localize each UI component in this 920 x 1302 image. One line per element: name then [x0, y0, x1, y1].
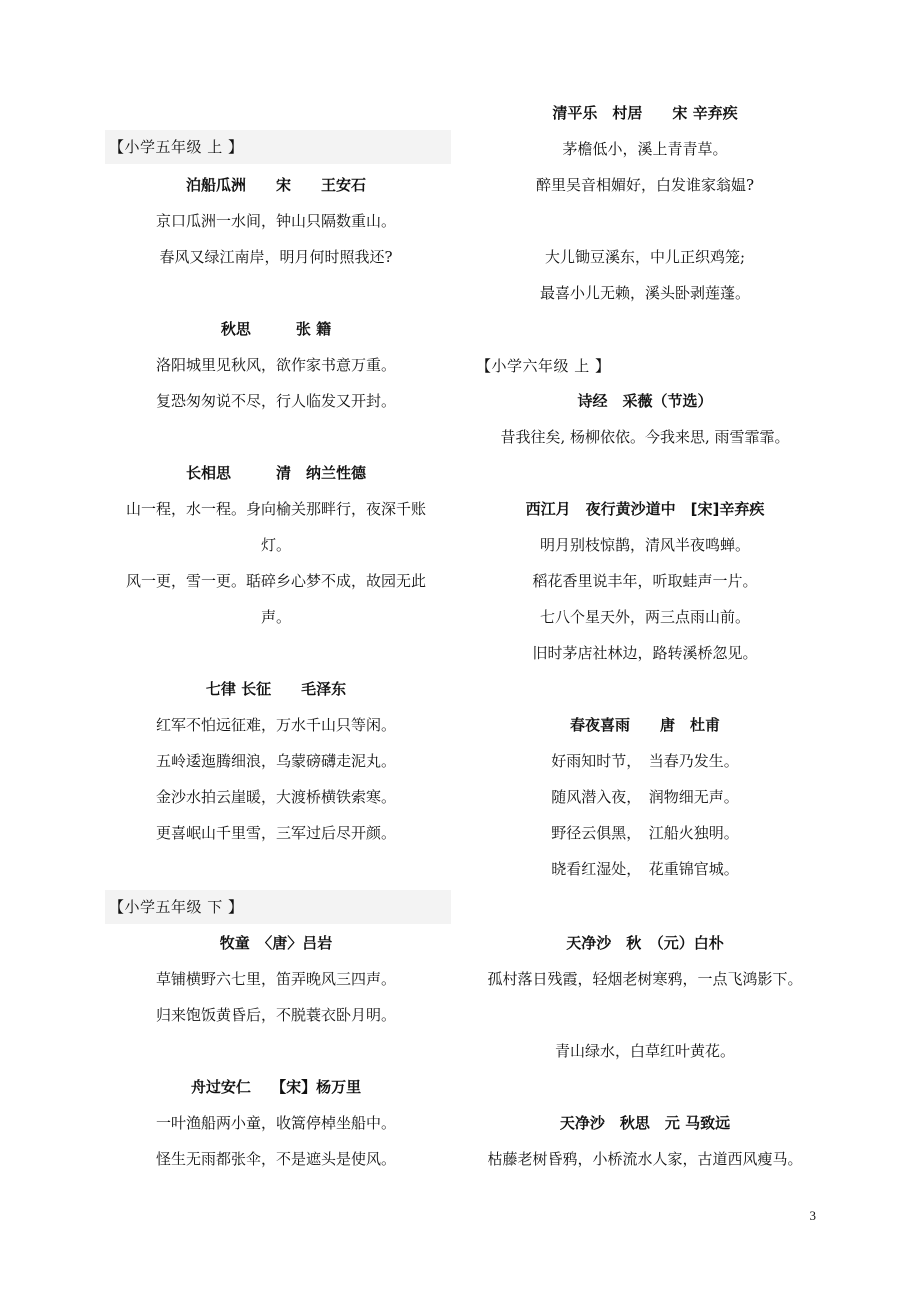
poem-title-xijiangyue: 西江月 夜行黄沙道中 [宋]辛弃疾	[525, 500, 765, 518]
poem-line: 山一程，水一程。身向榆关那畔行，夜深千账	[125, 500, 426, 518]
poem-line: 枯藤老树昏鸦，小桥流水人家，古道西风瘦马。	[487, 1150, 803, 1168]
poem-title-bochuan-guazhou: 泊船瓜洲 宋 王安石	[185, 176, 366, 194]
poem-line: 醉里吴音相媚好，白发谁家翁媪?	[535, 176, 755, 194]
poem-line: 大儿锄豆溪东，中儿正织鸡笼;	[544, 248, 746, 266]
poem-line: 复恐匆匆说不尽，行人临发又开封。	[155, 392, 396, 410]
poem-line: 金沙水拍云崖暖，大渡桥横铁索寒。	[155, 788, 396, 806]
poem-title-changxiangsi: 长相思 清 纳兰性德	[185, 464, 366, 482]
poem-title-tianjingsha-qiu: 天净沙 秋 （元）白朴	[566, 934, 724, 952]
section-header-grade6-up: 【小学六年级 上 】	[472, 349, 822, 383]
poem-line: 青山绿水，白草红叶黄花。	[554, 1042, 735, 1060]
poem-line: 风一更，雪一更。聒碎乡心梦不成，故园无此	[125, 572, 426, 590]
poem-line: 春风又绿江南岸，明月何时照我还?	[159, 248, 393, 266]
poem-line: 好雨知时节， 当春乃发生。	[551, 752, 739, 770]
poem-line: 归来饱饭黄昏后，不脱蓑衣卧月明。	[155, 1006, 396, 1024]
poem-line: 声。	[260, 608, 291, 626]
poem-line: 昔我往矣, 杨柳依依。今我来思, 雨雪霏霏。	[500, 428, 790, 446]
poem-line: 洛阳城里见秋风，欲作家书意万重。	[155, 356, 396, 374]
poem-title-chunye-xiyu: 春夜喜雨 唐 杜甫	[569, 716, 720, 734]
poem-line: 更喜岷山千里雪，三军过后尽开颜。	[155, 824, 396, 842]
section-header-grade5-down: 【小学五年级 下 】	[105, 890, 451, 924]
poem-title-zhouguo-anren: 舟过安仁 【宋】杨万里	[190, 1078, 362, 1096]
poem-line: 孤村落日残霞，轻烟老树寒鸦，一点飞鸿影下。	[487, 970, 803, 988]
poem-line: 七八个星天外，两三点雨山前。	[539, 608, 750, 626]
poem-line: 怪生无雨都张伞，不是遮头是使风。	[155, 1150, 396, 1168]
poem-line: 五岭逶迤腾细浪，乌蒙磅礴走泥丸。	[155, 752, 396, 770]
page-number: 3	[809, 1208, 816, 1223]
poem-line: 红军不怕远征难，万水千山只等闲。	[155, 716, 396, 734]
poem-line: 京口瓜洲一水间，钟山只隔数重山。	[155, 212, 396, 230]
poem-title-changzheng: 七律 长征 毛泽东	[205, 680, 347, 698]
poem-title-mutong: 牧童 〈唐〉吕岩	[219, 934, 333, 952]
poem-line: 灯。	[260, 536, 291, 554]
section-header-grade5-up: 【小学五年级 上 】	[105, 130, 451, 164]
poem-line: 茅檐低小，溪上青青草。	[562, 140, 728, 158]
poem-line: 草铺横野六七里，笛弄晚风三四声。	[155, 970, 396, 988]
poem-title-caiwei: 诗经 采薇（节选）	[577, 392, 713, 410]
poem-title-qingpingle: 清平乐 村居 宋 辛弃疾	[552, 104, 738, 122]
poem-line: 随风潜入夜， 润物细无声。	[551, 788, 739, 806]
poem-line: 晓看红湿处， 花重锦官城。	[551, 860, 739, 878]
poem-line: 旧时茅店社林边，路转溪桥忽见。	[532, 644, 758, 662]
poem-line: 最喜小儿无赖，溪头卧剥莲蓬。	[539, 284, 750, 302]
poem-line: 明月别枝惊鹊，清风半夜鸣蝉。	[539, 536, 750, 554]
poem-title-tianjingsha-qiusi: 天净沙 秋思 元 马致远	[559, 1114, 731, 1132]
poem-line: 一叶渔船两小童，收篙停棹坐船中。	[155, 1114, 396, 1132]
poem-line: 稻花香里说丰年，听取蛙声一片。	[532, 572, 758, 590]
poem-line: 野径云俱黑， 江船火独明。	[551, 824, 739, 842]
poem-title-qiusi: 秋思 张 籍	[220, 320, 332, 338]
